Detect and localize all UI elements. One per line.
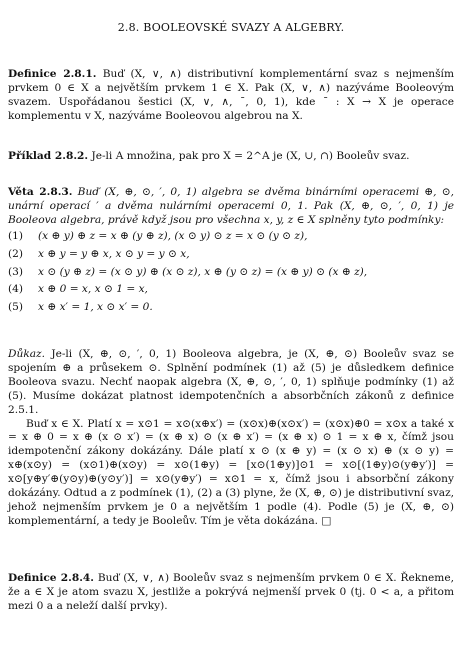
- example-label: Příklad 2.8.2.: [8, 150, 89, 162]
- condition-formula: x ⊙ (y ⊕ z) = (x ⊙ y) ⊕ (x ⊙ z), x ⊕ (y ⊙ z) = (x ⊕ y) ⊙ (x ⊕ z),: [38, 265, 368, 278]
- example-2-8-2: [8, 150, 454, 164]
- proof-paragraph-2: Buď x ∈ X. Platí x = x⊙1 = x⊙(x⊕x′) = (x⊙x)⊕(x⊙x′) = (x⊙x)⊕0 = x⊙x a také x = x ⊕ 0 = x ⊕ (x ⊙ x′) = (x ⊕ x) ⊙ (x ⊕ x′) = (x ⊕ x) ⊙ 1 = x ⊕ x, čímž jsou idempotenční zákony dokázány. Dále platí x ⊙ (x ⊕ y) = (x ⊙ x) ⊕ (x ⊙ y) = x⊕(x⊙y) = (x⊙1)⊕(x⊙y) = x⊙(1⊕y) = [x⊙(1⊕y)]⊙1 = x⊙[(1⊕y)⊙(y⊕y′)] = x⊙[y⊕y′⊕(y⊙y)⊕(y⊙y′)] = x⊙(y⊕y′) = x⊙1 = x, čímž jsou i absorbční zákony dokázány. Odtud a z podmínek (1), (2) a (3) plyne, že (X, ⊕, ⊙) je distributivní svaz, jehož nejmenším prvkem je 0 a největším 1 podle (4). Podle (5) je (X, ⊕, ⊙) komplementární, a tedy je Booleův. Tím je věta dokázána. □: [8, 417, 455, 527]
- proof-paragraph-1: [8, 348, 454, 418]
- condition-item: [8, 301, 454, 315]
- condition-list: [8, 230, 454, 316]
- condition-number: (2): [8, 247, 24, 260]
- proof-text-1: Je-li (X, ⊕, ⊙, ′, 0, 1) Booleova algebra, je (X, ⊕, ⊙) Booleův svaz se spojením ⊕ a průsekem ⊙. Splnění podmínek (1) až (5) je důsledkem definice Booleova svazu. Nechť naopak algebra (X, ⊕, ⊙, ′, 0, 1) splňuje podmínky (1) až (5). Musíme dokázat platnost idempotenčních a absorbčních zákonů z definice 2.5.1.: [8, 348, 454, 416]
- section-header: 2.8. BOOLEOVSKÉ SVAZY A ALGEBRY.: [117, 21, 345, 34]
- theorem-label: Věta 2.8.3.: [8, 186, 73, 198]
- definition-text: Buď (X, ∨, ∧) distributivní komplementární svaz s nejmenším prvkem 0 ∈ X a největším prvkem 1 ∈ X. Pak (X, ∨, ∧) nazýváme Booleovým svazem. Uspořádanou šestici (X, ∨, ∧, ¯, 0, 1), kde ¯ : X → X je operace komplementu v X, nazýváme Booleovou algebrou na X.: [8, 68, 454, 122]
- condition-item: [8, 283, 454, 297]
- condition-item: [8, 248, 454, 262]
- condition-formula: x ⊕ 0 = x, x ⊙ 1 = x,: [38, 283, 148, 296]
- condition-formula: x ⊕ y = y ⊕ x, x ⊙ y = y ⊙ x,: [38, 247, 190, 260]
- condition-formula: x ⊕ x′ = 1, x ⊙ x′ = 0.: [38, 301, 153, 314]
- condition-item: [8, 230, 454, 244]
- proof: [8, 348, 454, 529]
- condition-number: (1): [8, 229, 24, 242]
- theorem-text: Buď (X, ⊕, ⊙, ′, 0, 1) algebra se dvěma binárními operacemi ⊕, ⊙, unární operací ′ a dvěma nulárními operacemi 0, 1. Pak (X, ⊕, ⊙, ′, 0, 1) je Booleova algebra, právě když jsou pro všechna x, y, z ∈ X splněny tyto podmínky:: [8, 186, 454, 226]
- condition-number: (5): [8, 301, 24, 314]
- proof-label: Důkaz.: [8, 348, 46, 360]
- definition-label: Definice 2.8.4.: [8, 572, 94, 584]
- definition-2-8-1: [8, 68, 454, 124]
- definition-text: Buď (X, ∨, ∧) Booleův svaz s nejmenším prvkem 0 ∈ X. Řekneme, že a ∈ X je atom svazu X, jestliže a pokrývá nejmenší prvek 0 (tj. 0 < a, a přitom mezi 0 a a neleží další prvky).: [8, 572, 454, 612]
- condition-formula: (x ⊕ y) ⊕ z = x ⊕ (y ⊕ z), (x ⊙ y) ⊙ z = x ⊙ (y ⊙ z),: [38, 229, 308, 242]
- definition-label: Definice 2.8.1.: [8, 68, 97, 80]
- condition-number: (3): [8, 265, 24, 278]
- condition-item: [8, 266, 454, 280]
- example-text: Je-li A množina, pak pro X = 2^A je (X, ∪, ∩) Booleův svaz.: [91, 150, 410, 162]
- definition-2-8-4: [8, 572, 454, 614]
- condition-number: (4): [8, 283, 24, 296]
- theorem-2-8-3: [8, 186, 454, 319]
